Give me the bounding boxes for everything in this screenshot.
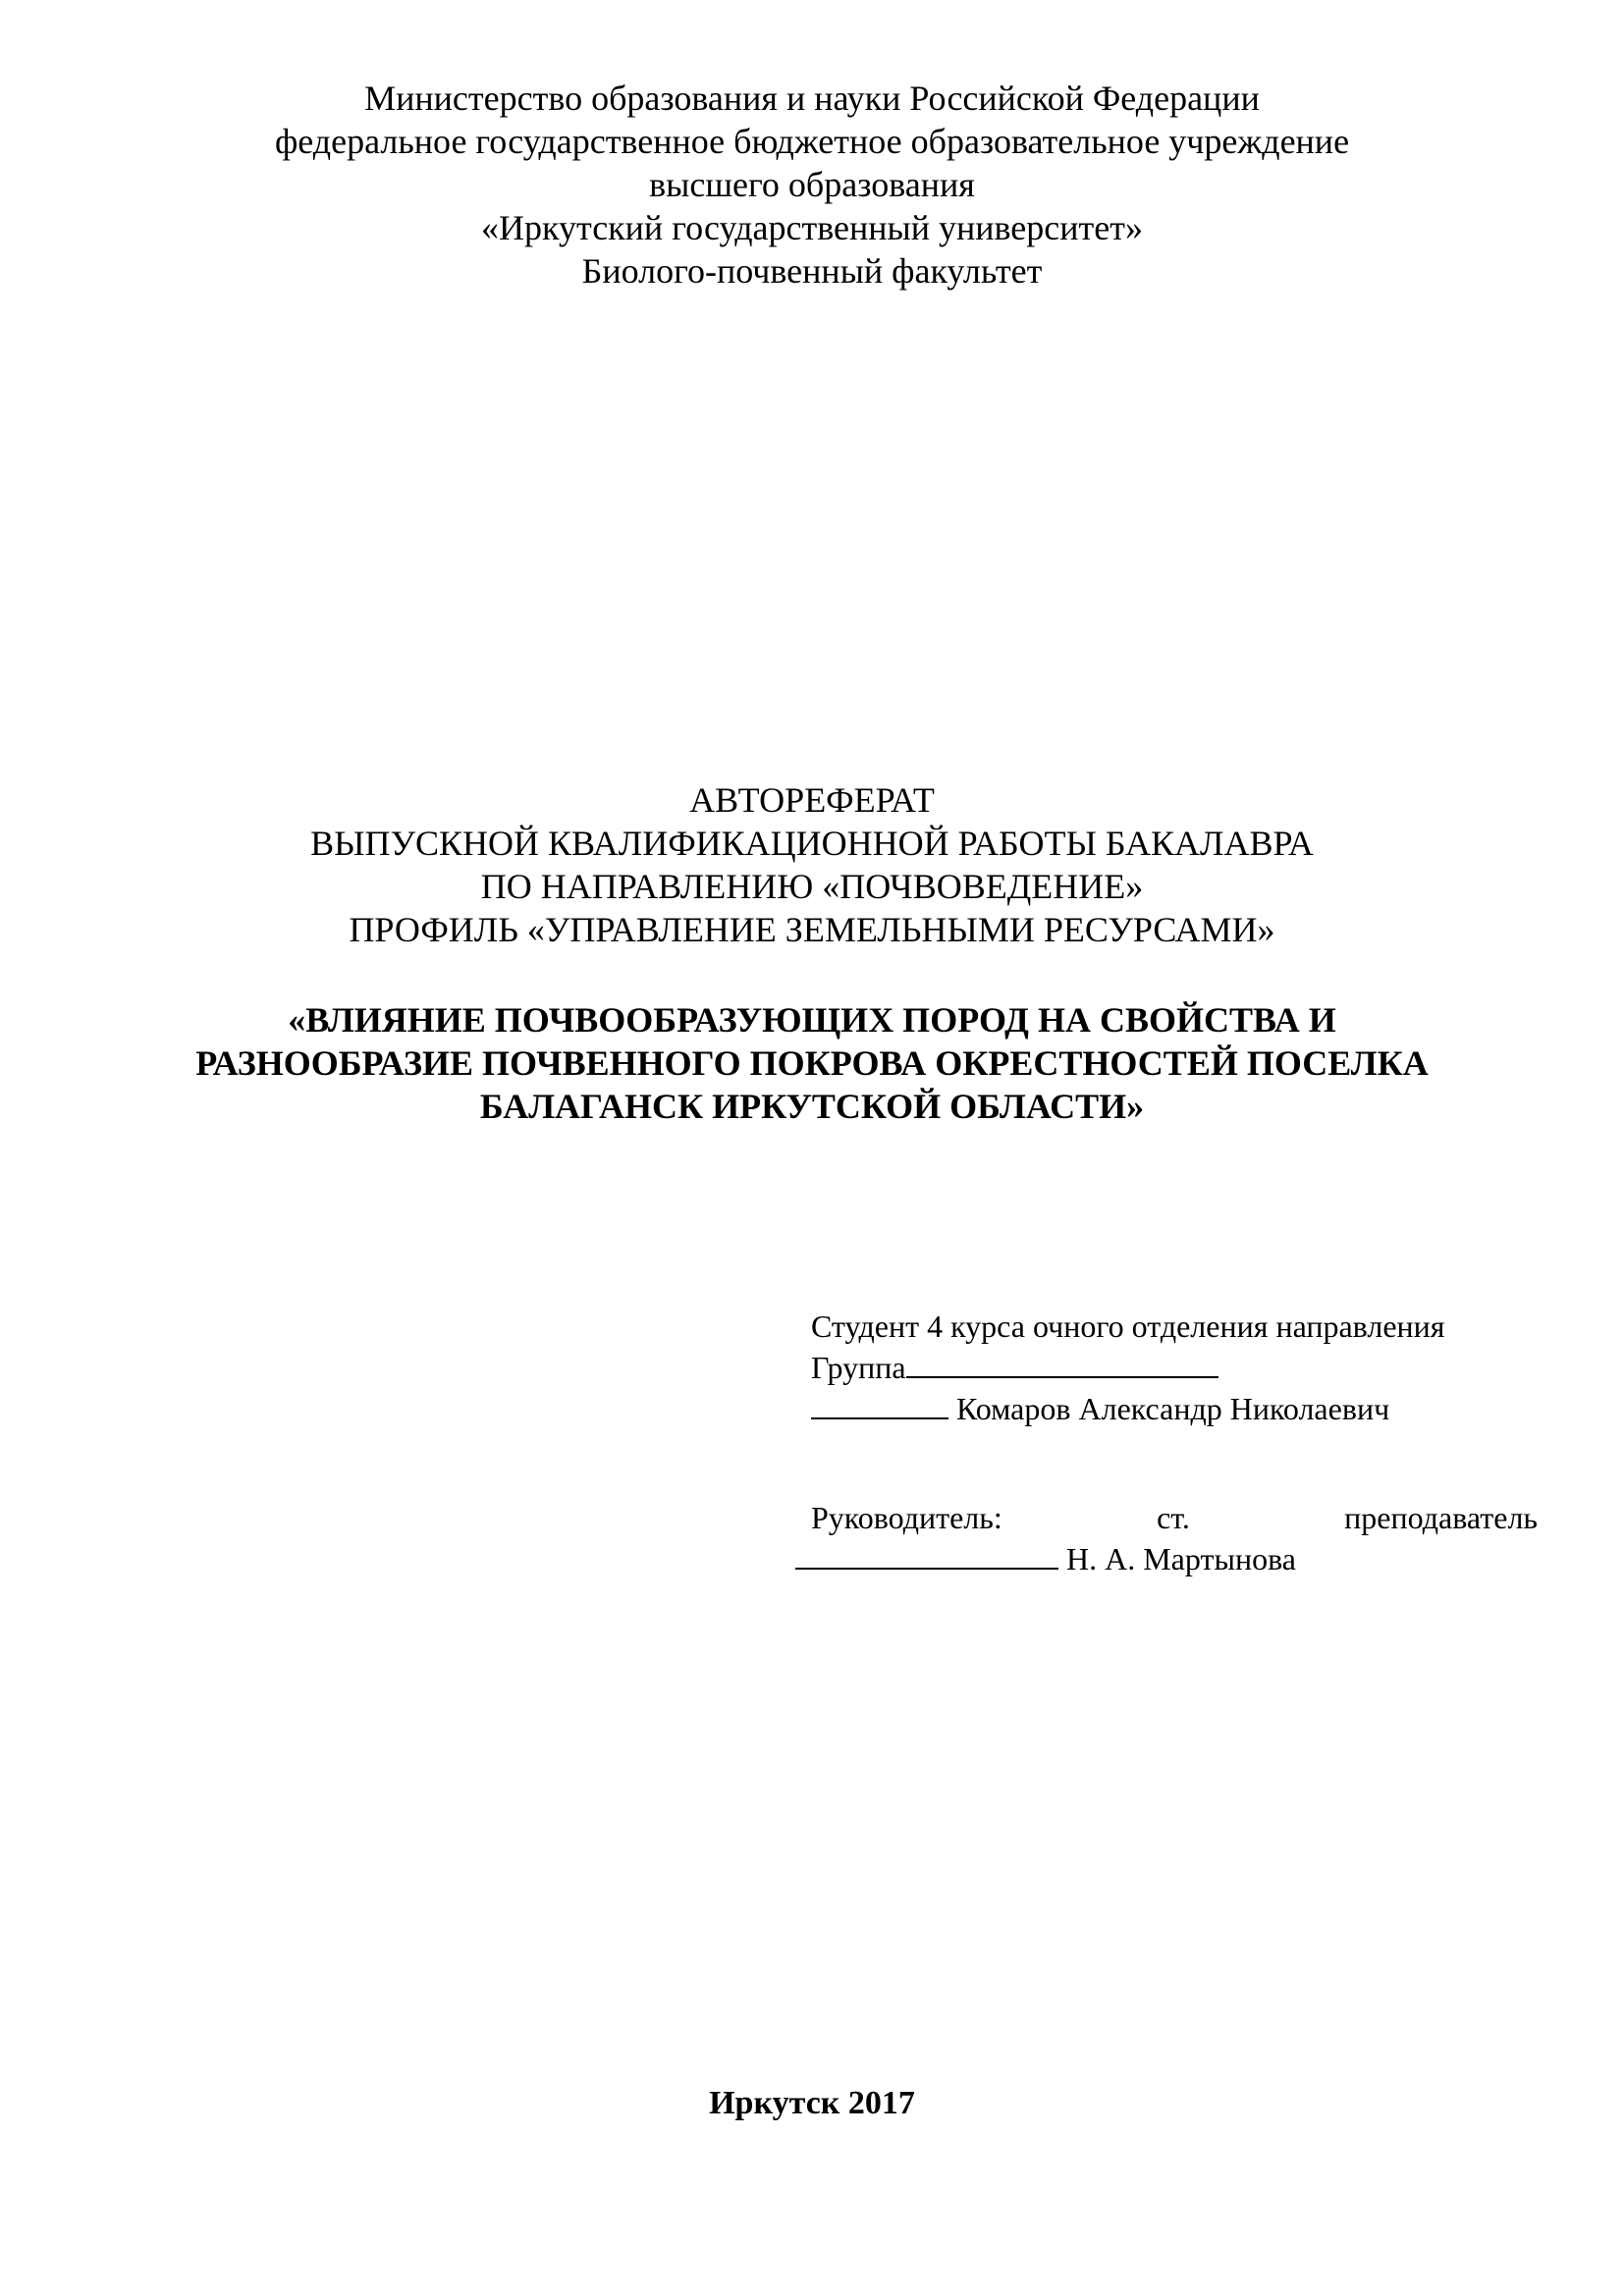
- supervisor-block: [795, 1497, 1538, 1579]
- thesis-title-line-3: БАЛАГАНСК ИРКУТСКОЙ ОБЛАСТИ»: [479, 1087, 1145, 1126]
- supervisor-position: преподаватель: [1344, 1500, 1538, 1535]
- qualification-work-line: ВЫПУСКНОЙ КВАЛИФИКАЦИОННОЙ РАБОТЫ БАКАЛАВРА: [310, 824, 1314, 863]
- thesis-title-line-2: РАЗНООБРАЗИЕ ПОЧВЕННОГО ПОКРОВА ОКРЕСТНОСТЕЙ ПОСЕЛКА: [195, 1043, 1429, 1083]
- city-year: Иркутск 2017: [709, 2085, 915, 2121]
- direction-line: ПО НАПРАВЛЕНИЮ «ПОЧВОВЕДЕНИЕ»: [480, 867, 1144, 906]
- supervisor-rank: ст.: [1157, 1500, 1190, 1535]
- student-name: Комаров Александр Николаевич: [956, 1391, 1390, 1426]
- supervisor-signature-blank: [795, 1542, 1058, 1570]
- group-label: Группа: [811, 1350, 906, 1385]
- thesis-title-line-1: «ВЛИЯНИЕ ПОЧВООБРАЗУЮЩИХ ПОРОД НА СВОЙСТВА И: [288, 1000, 1336, 1040]
- author-block: [811, 1306, 1538, 1429]
- university-name-line: «Иркутский государственный университет»: [481, 208, 1143, 247]
- student-signature-blank: [811, 1392, 948, 1419]
- group-line: [811, 1347, 1538, 1388]
- education-level-line: высшего образования: [649, 165, 975, 204]
- profile-line: ПРОФИЛЬ «УПРАВЛЕНИЕ ЗЕМЕЛЬНЫМИ РЕСУРСАМИ»: [349, 910, 1275, 949]
- thesis-title: [0, 998, 1624, 1128]
- institution-header: [0, 77, 1624, 293]
- student-signature-line: [811, 1388, 1538, 1429]
- ministry-line: Министерство образования и науки Российской Федерации: [364, 79, 1260, 118]
- supervisor-label: Руководитель:: [811, 1500, 1002, 1535]
- student-info-line: Студент 4 курса очного отделения направления: [811, 1308, 1445, 1344]
- faculty-line: Биолого-почвенный факультет: [581, 251, 1043, 291]
- work-type-block: [0, 778, 1624, 951]
- supervisor-signature-line: [795, 1538, 1538, 1579]
- group-blank: [906, 1351, 1218, 1378]
- supervisor-name: Н. А. Мартынова: [1066, 1541, 1296, 1576]
- supervisor-title-line: [795, 1497, 1538, 1538]
- institution-type-line: федеральное государственное бюджетное образовательное учреждение: [274, 122, 1350, 161]
- document-type-line: АВТОРЕФЕРАТ: [689, 780, 935, 820]
